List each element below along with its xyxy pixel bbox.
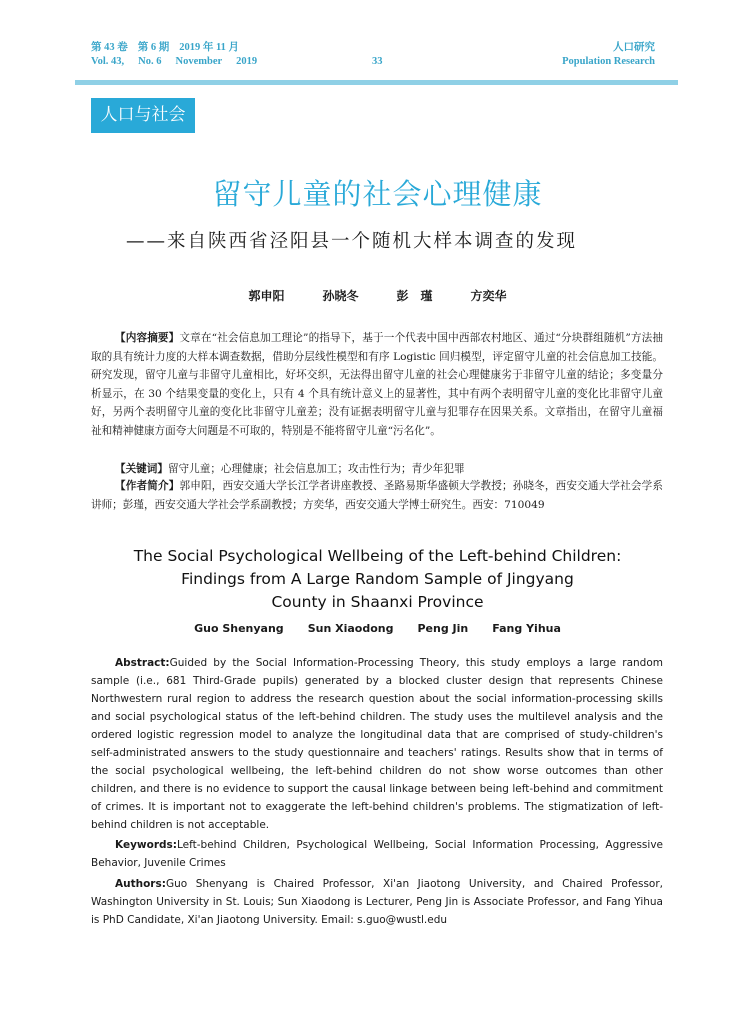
journal-name-cn: 人口研究 [613,42,655,53]
issue-en: No. 6 [138,56,162,67]
title-en-line: The Social Psychological Wellbeing of the Left-behind Children: [133,547,622,565]
article-subtitle-cn: ——来自陕西省泾阳县一个随机大样本调查的发现 [126,231,578,252]
year-en: 2019 [236,56,258,67]
date-cn: 2019 年 11 月 [179,42,240,53]
author-bio-cn-label: 【作者简介】 [115,480,180,492]
author-cn: 郭申阳 [248,289,285,303]
abstract-en-text: Guided by the Social Information-Processing Theory, this study employs a large random sample (i.e., 681 Third-Grade pupils) generated by a blocked cluster design that represents Chinese Northwestern rural region to address the research question about the social information-processing skills and social psychological status of the left-behind children. The study uses the multilevel analysis and the ordered logistic regression model to analyze the longitudinal data that are comprised of study-children's self-administrated answers to the study questionnaire and teachers' ratings. Results show that in terms of the social psychological wellbeing, the left-behind children do not show worse outcomes than other children, and there is no evidence to support the causal linkage between being left-behind and commitment of crimes. It is important not to exaggerate the left-behind children's problems. The stigmatization of left-behind children is not acceptable. [91,657,663,831]
title-en-line: County in Shaanxi Province [271,593,484,611]
author-en: Fang Yihua [492,622,561,635]
volume-cn: 第 43 卷 [91,42,128,53]
keywords-cn-text: 留守儿童；心理健康；社会信息加工；攻击性行为；青少年犯罪 [167,463,465,475]
author-cn: 彭 瑾 [396,289,433,303]
abstract-en-label: Abstract: [115,657,170,669]
title-en-line: Findings from A Large Random Sample of Jingyang [181,570,574,588]
keywords-en [91,836,663,872]
author-en: Sun Xiaodong [307,622,394,635]
issue-cn: 第 6 期 [137,42,170,53]
authors-info-en-text: Guo Shenyang is Chaired Professor, Xi'an Jiaotong University, and Chaired Professor, Washington University in St. Louis; Sun Xiaodong is Lecturer, Peng Jin is Associate Professor, and Fang Yihua is PhD Candidate, Xi'an Jiaotong University. Email: s.guo@wustl.edu [91,878,663,926]
authors-info-en-label: Authors: [115,878,166,890]
author-list-en [0,622,755,635]
author-list-cn [0,287,755,304]
author-bio-cn-text: 郭申阳，西安交通大学长江学者讲座教授、圣路易斯华盛顿大学教授；孙晓冬，西安交通大学社会学系讲师；彭瑾，西安交通大学社会学系副教授；方奕华，西安交通大学博士研究生。西安：710049 [91,480,664,511]
abstract-cn-label: 【内容摘要】 [115,332,180,344]
article-title-en [0,545,755,614]
header-issue-cn [91,39,249,54]
keywords-en-text: Left-behind Children, Psychological Wellbeing, Social Information Processing, Aggressive Behavior, Juvenile Crimes [91,839,663,869]
volume-en: Vol. 43, [91,56,125,67]
abstract-cn-text: 文章在“社会信息加工理论”的指导下，基于一个代表中国中西部农村地区、通过“分块群组随机”方法抽取的具有统计力度的大样本调查数据，借助分层线性模型和有序 Logistic 回归模型，评定留守儿童的社会信息加工技能。研究发现，留守儿童与非留守儿童相比，好坏交织，无法得出留守儿童的社会心理健康劣于非留守儿童的结论；多变量分析显示，在 30 个结果变量的变化上，只有 4 个具有统计意义上的显著性，其中有两个表明留守儿童的变化比非留守儿童好，另两个表明留守儿童的变化比非留守儿童差；没有证据表明留守儿童与犯罪存在因果关系。文章指出，在留守儿童福祉和精神健康方面夸大问题是不可取的，特别是不能将留守儿童“污名化”。 [91,332,663,437]
header-issue-en [91,56,271,67]
author-cn: 孙晓冬 [322,289,359,303]
month-en: November [175,56,223,67]
abstract-en [91,654,663,834]
article-title-cn: 留守儿童的社会心理健康 [212,177,543,211]
authors-info-en [91,875,663,929]
journal-name-en: Population Research [562,56,655,67]
author-bio-cn [91,477,663,514]
author-en: Peng Jin [417,622,469,635]
keywords-en-label: Keywords: [115,839,177,851]
header-rule [75,80,678,85]
keywords-cn [91,460,663,479]
author-cn: 方奕华 [470,289,507,303]
abstract-cn [91,329,663,440]
keywords-cn-label: 【关键词】 [115,463,168,475]
section-tag: 人口与社会 [91,98,195,133]
author-en: Guo Shenyang [194,622,284,635]
page-number: 33 [372,56,383,67]
